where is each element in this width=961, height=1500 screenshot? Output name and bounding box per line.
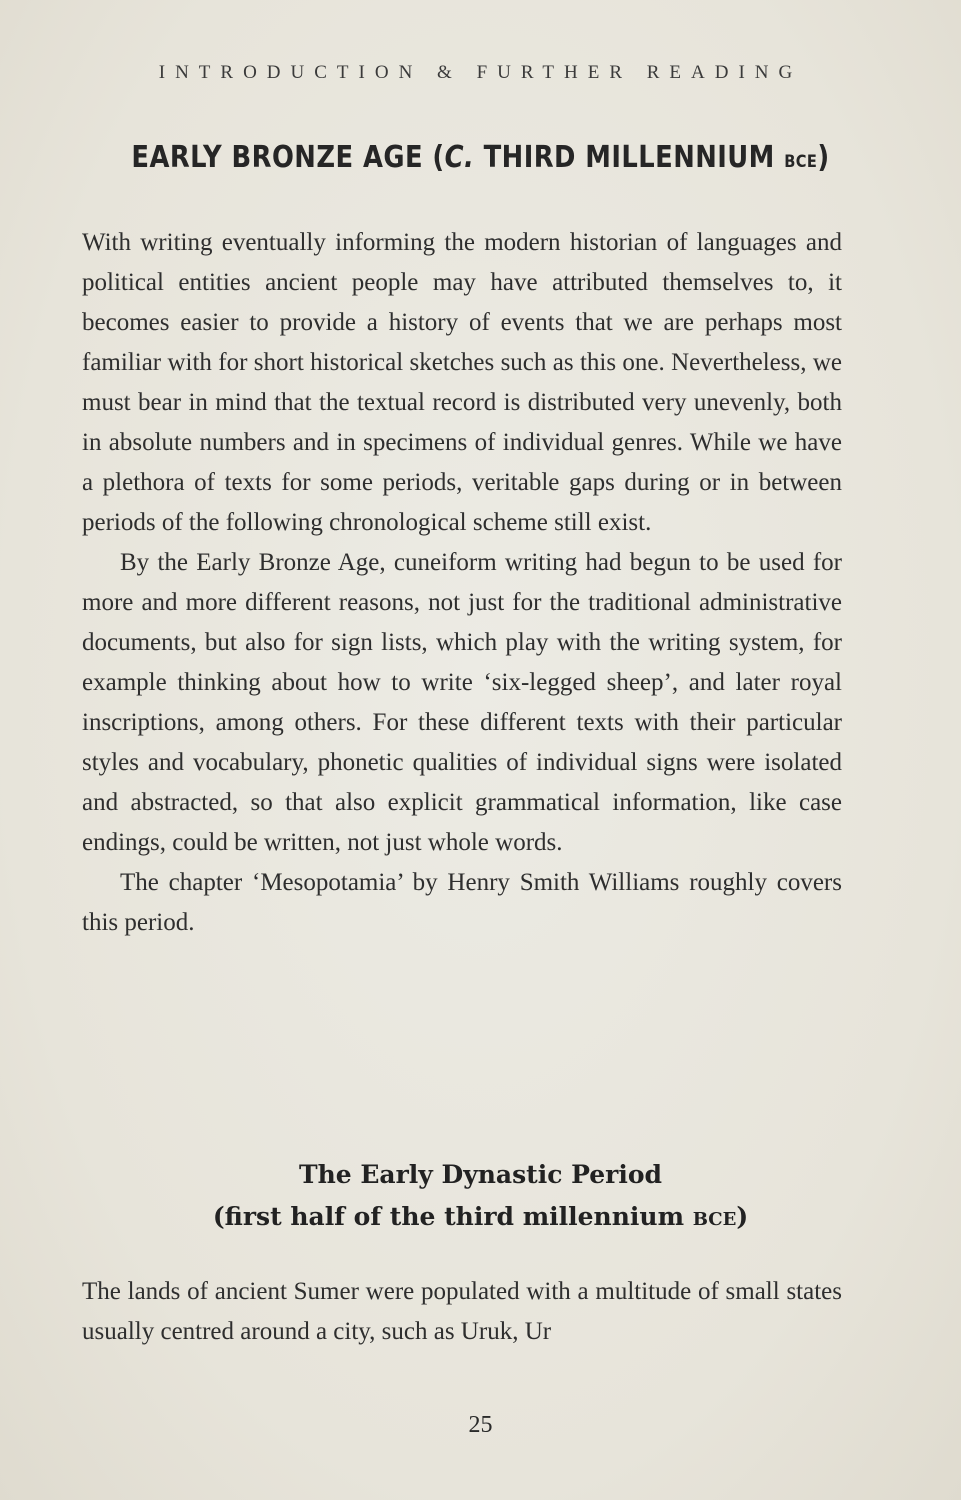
section-title-circa: C. bbox=[444, 140, 475, 175]
subheading-line-2-pre: (first half of the third millennium bbox=[212, 1202, 693, 1231]
subheading-line-1: The Early Dynastic Period bbox=[298, 1160, 663, 1189]
section-title-close: ) bbox=[817, 140, 830, 175]
paragraph-3: The chapter ‘Mesopotamia’ by Henry Smith Williams roughly covers this period. bbox=[82, 869, 842, 936]
subheading-line-2 bbox=[0, 1202, 961, 1231]
section-title-rest: THIRD MILLENNIUM bbox=[474, 140, 785, 175]
section-title-era: BCE bbox=[784, 152, 818, 172]
section-title bbox=[67, 140, 893, 175]
paragraph-1: With writing eventually informing the modern historian of languages and political entities ancient people may have attributed themselves to, it becomes easier to provide a history of events that we are perhaps most familiar with for short historical sketches such as this one. Nevertheless, we must bear in mind that the textual record is distributed very unevenly, both in absolute numbers and in specimens of individual genres. While we have a plethora of texts for some periods, veritable gaps during or in between periods of the following chronological scheme still exist. bbox=[82, 229, 842, 536]
running-head: INTRODUCTION & FURTHER READING bbox=[158, 62, 803, 83]
paragraph-4: The lands of ancient Sumer were populated with a multitude of small states usually centred around a city, such as Uruk, Ur bbox=[82, 1278, 842, 1345]
page-number: 25 bbox=[468, 1412, 493, 1438]
body-text-block-2 bbox=[82, 1272, 842, 1352]
section-title-main: EARLY BRONZE AGE ( bbox=[131, 140, 445, 175]
paragraph-2: By the Early Bronze Age, cuneiform writing had begun to be used for more and more different reasons, not just for the traditional administrative documents, but also for sign lists, which play with the writing system, for example thinking about how to write ‘six-legged sheep’, and later royal inscriptions, among others. For these different texts with their particular styles and vocabulary, phonetic qualities of individual signs were isolated and abstracted, so that also explicit grammatical information, like case endings, could be written, not just whole words. bbox=[82, 549, 842, 856]
subheading-line-2-post: ) bbox=[736, 1202, 749, 1231]
subheading-era: BCE bbox=[692, 1209, 737, 1230]
body-text-block bbox=[82, 223, 842, 943]
